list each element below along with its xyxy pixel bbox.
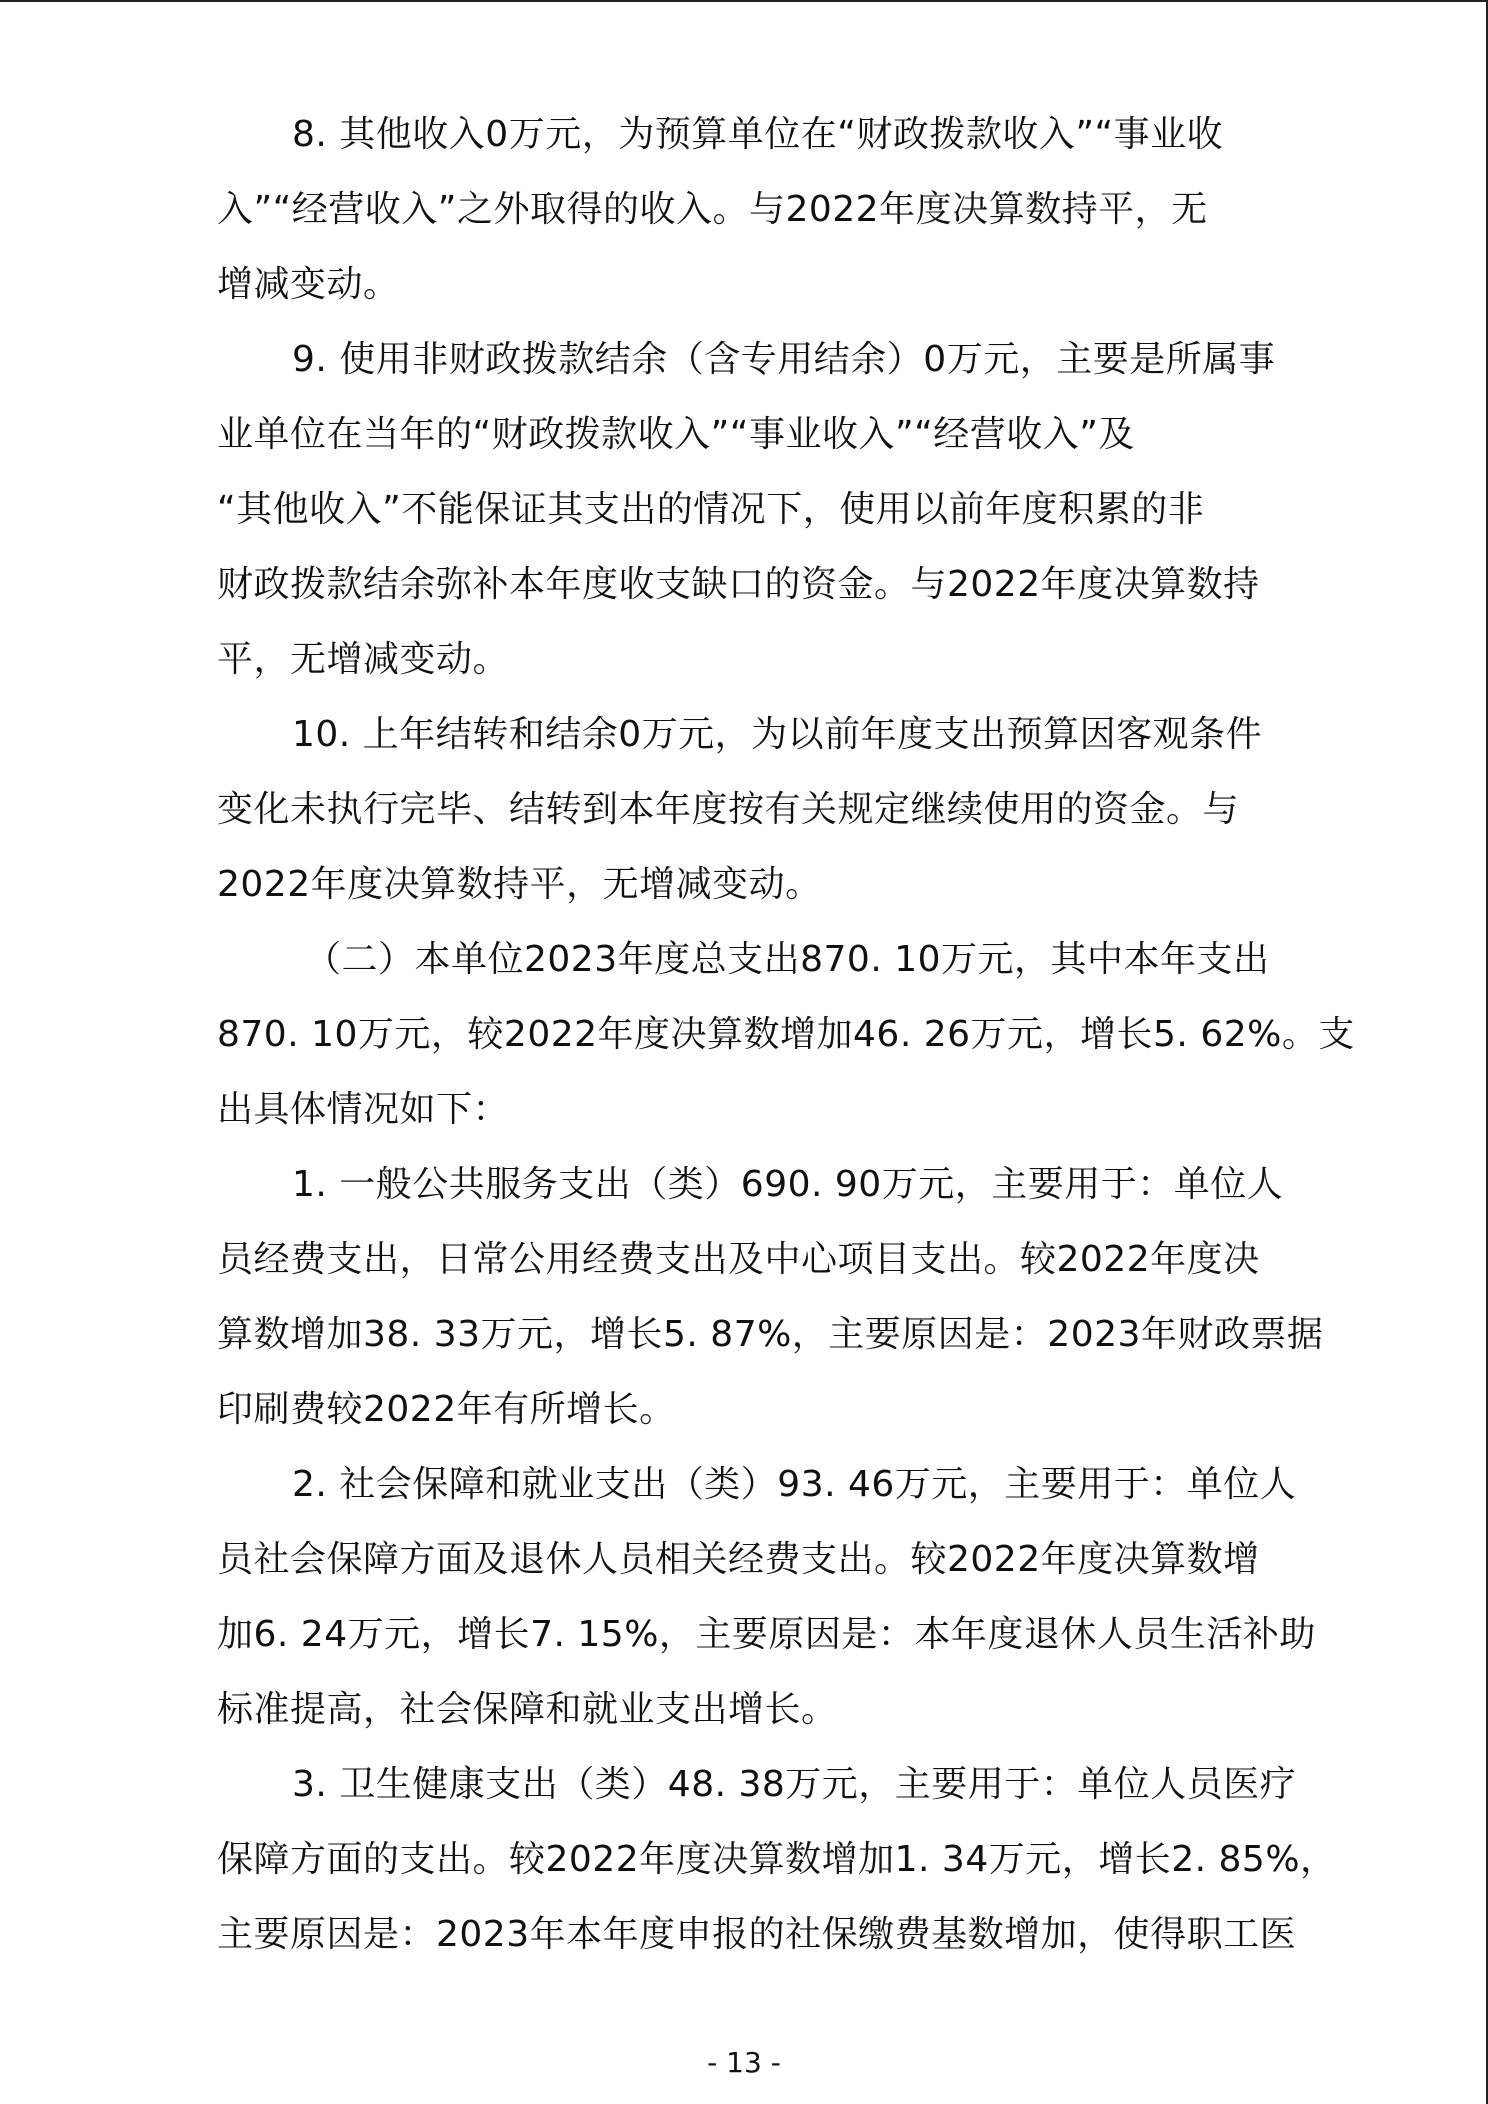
document-body (217, 97, 1355, 1972)
text-line: 870. 10万元，较2022年度决算数增加46. 26万元，增长5. 62%。支 (217, 1014, 1355, 1055)
text-line: 9. 使用非财政拨款结余（含专用结余）0万元，主要是所属事 (292, 339, 1276, 380)
text-line: 标准提高，社会保障和就业支出增长。 (217, 1689, 838, 1730)
paragraph-general-public-services (217, 1147, 1324, 1447)
text-line: 平，无增减变动。 (217, 639, 510, 680)
text-line: 3. 卫生健康支出（类）48. 38万元，主要用于：单位人员医疗 (292, 1764, 1297, 1805)
text-line: 主要原因是：2023年本年度申报的社保缴费基数增加，使得职工医 (217, 1914, 1297, 1955)
text-line: 入”“经营收入”之外取得的收入。与2022年度决算数持平，无 (217, 189, 1208, 230)
text-line: 业单位在当年的“财政拨款收入”“事业收入”“经营收入”及 (217, 414, 1135, 455)
paragraph-carryover (217, 697, 1287, 922)
paragraph-health (217, 1747, 1337, 1972)
page-border-top (0, 0, 1488, 2)
text-line: 10. 上年结转和结余0万元，为以前年度支出预算因客观条件 (292, 714, 1263, 755)
text-line: （二）本单位2023年度总支出870. 10万元，其中本年支出 (305, 939, 1270, 980)
text-line: 财政拨款结余弥补本年度收支缺口的资金。与2022年度决算数持 (217, 564, 1260, 605)
text-line: 员经费支出，日常公用经费支出及中心项目支出。较2022年度决 (217, 1239, 1260, 1280)
text-line: 2. 社会保障和就业支出（类）93. 46万元，主要用于：单位人 (292, 1464, 1297, 1505)
text-line: 加6. 24万元，增长7. 15%，主要原因是：本年度退休人员生活补助 (217, 1614, 1316, 1655)
text-line: 变化未执行完毕、结转到本年度按有关规定继续使用的资金。与 (217, 789, 1240, 830)
text-line: 8. 其他收入0万元，为预算单位在“财政拨款收入”“事业收 (292, 114, 1224, 155)
page-number: - 13 - (707, 2046, 781, 2079)
text-line: 增减变动。 (217, 264, 400, 305)
text-line: 印刷费较2022年有所增长。 (217, 1389, 676, 1430)
text-line: 保障方面的支出。较2022年度决算数增加1. 34万元，增长2. 85%， (217, 1839, 1337, 1880)
text-line: “其他收入”不能保证其支出的情况下，使用以前年度积累的非 (217, 489, 1205, 530)
paragraph-total-expenditure (217, 922, 1355, 1147)
paragraph-other-income (217, 97, 1287, 322)
text-line: 出具体情况如下： (217, 1089, 510, 1130)
text-line: 员社会保障方面及退休人员相关经费支出。较2022年度决算数增 (217, 1539, 1260, 1580)
paragraph-social-security (217, 1447, 1316, 1747)
paragraph-non-fiscal-balance (217, 322, 1287, 697)
text-line: 1. 一般公共服务支出（类）690. 90万元，主要用于：单位人 (292, 1164, 1284, 1205)
text-line: 2022年度决算数持平，无增减变动。 (217, 864, 822, 905)
text-line: 算数增加38. 33万元，增长5. 87%，主要原因是：2023年财政票据 (217, 1314, 1324, 1355)
